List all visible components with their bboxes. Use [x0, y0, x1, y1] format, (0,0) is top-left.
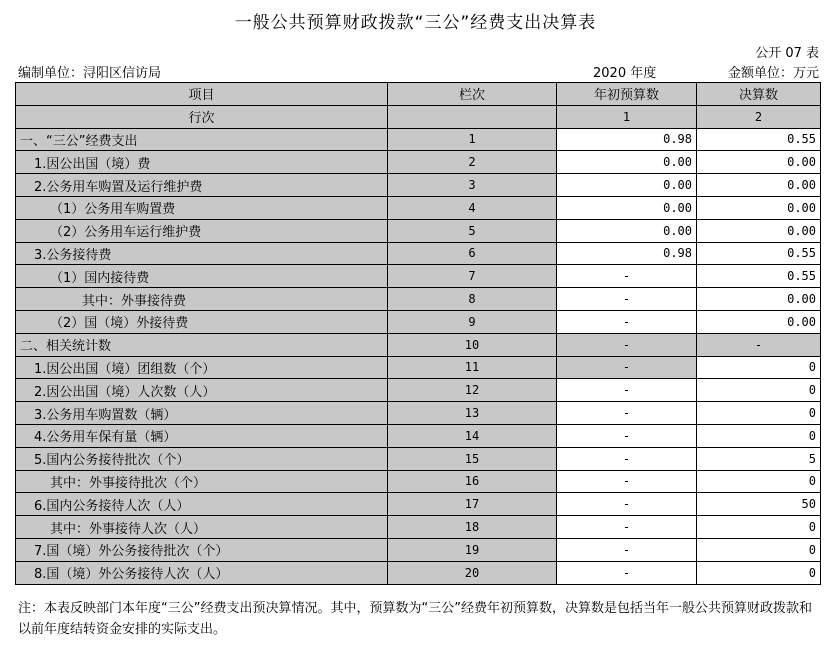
row-final: 0.00 [697, 196, 821, 219]
row-final: 0.00 [697, 151, 821, 174]
row-budget: - [557, 493, 697, 516]
row-budget: - [557, 379, 697, 402]
row-no: 8 [388, 288, 557, 311]
header-item: 项目 [16, 83, 388, 106]
row-label: 5.国内公务接待批次（个） [16, 447, 388, 470]
row-label: 一、“三公”经费支出 [16, 128, 388, 151]
row-no: 4 [388, 196, 557, 219]
table-row [16, 493, 821, 516]
header-col-no: 栏次 [388, 83, 557, 106]
row-no: 1 [388, 128, 557, 151]
index-row [16, 105, 821, 128]
table-row [16, 265, 821, 288]
table-row [16, 242, 821, 265]
row-label: 1.因公出国（境）团组数（个） [16, 356, 388, 379]
row-no: 14 [388, 424, 557, 447]
table-row [16, 561, 821, 584]
row-budget: - [557, 356, 697, 379]
row-label: （1）公务用车购置费 [16, 196, 388, 219]
row-no: 12 [388, 379, 557, 402]
row-no: 19 [388, 538, 557, 561]
row-final: 0.00 [697, 310, 821, 333]
footnote: 注：本表反映部门本年度“三公”经费支出预决算情况。其中，预算数为“三公”经费年初预算数，决算数是包括当年一般公共预算财政拨款和以前年度结转资金安排的实际支出。 [18, 601, 812, 637]
row-label: 3.公务接待费 [16, 242, 388, 265]
row-final: 0.55 [697, 128, 821, 151]
row-final: 0.00 [697, 174, 821, 197]
row-budget: - [557, 516, 697, 539]
row-final: 0 [697, 424, 821, 447]
row-label: 7.国（境）外公务接待批次（个） [16, 538, 388, 561]
row-label: 2.因公出国（境）人次数（人） [16, 379, 388, 402]
row-budget: - [557, 265, 697, 288]
row-final: 0.00 [697, 288, 821, 311]
row-no: 20 [388, 561, 557, 584]
row-final: 0 [697, 402, 821, 425]
row-final: 0 [697, 561, 821, 584]
expenditure-table [15, 82, 821, 585]
row-budget: - [557, 402, 697, 425]
row-budget: - [557, 310, 697, 333]
table-row [16, 288, 821, 311]
table-row [16, 538, 821, 561]
header-final: 决算数 [697, 83, 821, 106]
row-budget: 0.00 [557, 219, 697, 242]
row-final: 0 [697, 538, 821, 561]
row-label: （2）公务用车运行维护费 [16, 219, 388, 242]
row-budget: - [557, 470, 697, 493]
row-budget: 0.00 [557, 196, 697, 219]
row-no: 18 [388, 516, 557, 539]
row-budget: - [557, 288, 697, 311]
table-row [16, 219, 821, 242]
row-no: 9 [388, 310, 557, 333]
header-row [16, 83, 821, 106]
row-no: 7 [388, 265, 557, 288]
row-label: （2）国（境）外接待费 [16, 310, 388, 333]
row-budget: - [557, 538, 697, 561]
row-no: 17 [388, 493, 557, 516]
table-row [16, 310, 821, 333]
page-title: 一般公共预算财政拨款“三公”经费支出决算表 [234, 13, 597, 33]
row-no: 13 [388, 402, 557, 425]
amount-unit: 金额单位：万元 [727, 66, 819, 81]
table-row [16, 174, 821, 197]
table-row [16, 424, 821, 447]
row-final: 50 [697, 493, 821, 516]
compiling-unit: 编制单位：浔阳区信访局 [18, 66, 162, 81]
row-budget: 0.00 [557, 151, 697, 174]
row-budget: 0.98 [557, 128, 697, 151]
row-budget: - [557, 561, 697, 584]
table-row [16, 402, 821, 425]
index-empty-cell [388, 105, 557, 128]
row-no: 15 [388, 447, 557, 470]
row-label: 4.公务用车保有量（辆） [16, 424, 388, 447]
row-label: 二、相关统计数 [16, 333, 388, 356]
final-col-index: 2 [697, 105, 821, 128]
row-no: 6 [388, 242, 557, 265]
row-final: 0.55 [697, 265, 821, 288]
row-label: 1.因公出国（境）费 [16, 151, 388, 174]
table-row [16, 470, 821, 493]
row-no-label: 行次 [16, 105, 388, 128]
table-row [16, 356, 821, 379]
row-final: - [697, 333, 821, 356]
header-budget: 年初预算数 [557, 83, 697, 106]
table-row [16, 516, 821, 539]
form-code: 公开 07 表 [755, 46, 819, 61]
table-row [16, 128, 821, 151]
budget-col-index: 1 [557, 105, 697, 128]
row-label: 其中：外事接待费 [16, 288, 388, 311]
row-label: 其中：外事接待批次（个） [16, 470, 388, 493]
row-no: 3 [388, 174, 557, 197]
row-label: 其中：外事接待人次（人） [16, 516, 388, 539]
row-label: 6.国内公务接待人次（人） [16, 493, 388, 516]
row-label: 8.国（境）外公务接待人次（人） [16, 561, 388, 584]
table-row [16, 151, 821, 174]
row-final: 0 [697, 356, 821, 379]
table-row [16, 333, 821, 356]
table-row [16, 447, 821, 470]
row-final: 0 [697, 470, 821, 493]
row-label: 3.公务用车购置数（辆） [16, 402, 388, 425]
row-final: 5 [697, 447, 821, 470]
row-budget: - [557, 424, 697, 447]
row-budget: - [557, 447, 697, 470]
row-no: 2 [388, 151, 557, 174]
row-no: 10 [388, 333, 557, 356]
row-budget: 0.00 [557, 174, 697, 197]
row-final: 0 [697, 516, 821, 539]
row-final: 0 [697, 379, 821, 402]
row-label: （1）国内接待费 [16, 265, 388, 288]
row-final: 0.55 [697, 242, 821, 265]
fiscal-year: 2020 年度 [593, 66, 657, 81]
row-no: 5 [388, 219, 557, 242]
row-no: 11 [388, 356, 557, 379]
row-budget: - [557, 333, 697, 356]
row-final: 0.00 [697, 219, 821, 242]
row-no: 16 [388, 470, 557, 493]
row-budget: 0.98 [557, 242, 697, 265]
table-row [16, 379, 821, 402]
row-label: 2.公务用车购置及运行维护费 [16, 174, 388, 197]
table-row [16, 196, 821, 219]
